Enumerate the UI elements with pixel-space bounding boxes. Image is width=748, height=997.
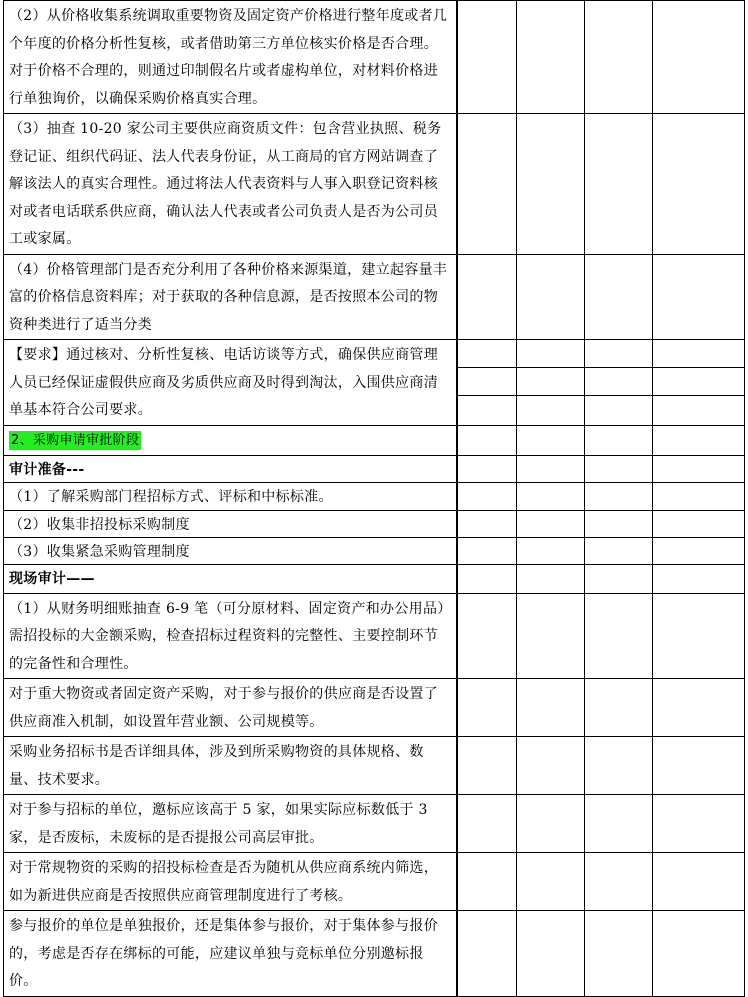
blank-cell <box>457 737 517 795</box>
blank-cell <box>653 593 745 679</box>
blank-cell <box>517 564 585 593</box>
blank-cell <box>585 564 653 593</box>
table-row <box>4 537 745 564</box>
table-row <box>4 737 745 795</box>
blank-cell <box>517 510 585 537</box>
blank-cell <box>585 537 653 564</box>
blank-cell <box>457 455 517 482</box>
blank-cell <box>517 911 585 997</box>
procedure-cell <box>4 254 457 340</box>
blank-cell <box>585 737 653 795</box>
procedure-cell <box>4 537 457 564</box>
procedure-cell <box>4 737 457 795</box>
procedure-cell <box>4 1 457 114</box>
procedure-cell <box>4 593 457 679</box>
blank-cell <box>517 1 585 114</box>
section-heading: 2、采购申请审批阶段 <box>11 432 140 448</box>
blank-cell <box>585 679 653 737</box>
table-row <box>4 911 745 997</box>
procedure-text: （3）抽查 10-20 家公司主要供应商资质文件：包含营业执照、税务登记证、组织代码证、法人代表身份证，从工商局的官方网站调查了解该法人的真实合理性。通过将法人代表资料与人事入职登记资料核对或者电话联系供应商，确认法人代表或者公司负责人是否为公司员工或家属。 <box>9 121 442 247</box>
subheading: 审计准备--- <box>9 461 85 478</box>
blank-cell <box>653 482 745 510</box>
blank-cell <box>653 795 745 853</box>
procedure-text: 对于重大物资或者固定资产采购，对于参与报价的供应商是否设置了供应商准入机制，如设置年营业额、公司规模等。 <box>9 686 438 730</box>
blank-cell <box>585 425 653 455</box>
blank-cell <box>517 537 585 564</box>
procedure-cell <box>4 911 457 997</box>
blank-cell <box>653 1 745 114</box>
table-row <box>4 425 745 455</box>
blank-cell <box>653 340 745 426</box>
blank-cell <box>653 114 745 255</box>
procedure-text: （4）价格管理部门是否充分利用了各种价格来源渠道，建立起容量丰富的价格信息资料库；对于获取的各种信息源，是否按照本公司的物资种类进行了适当分类 <box>9 261 448 333</box>
subheading-cell <box>4 455 457 482</box>
procedure-text: 对于常规物资的采购的招投标检查是否为随机从供应商系统内筛选，如为新进供应商是否按照供应商管理制度进行了考核。 <box>9 860 438 904</box>
procedure-text: 对于参与招标的单位，邀标应该高于 5 家，如果实际应标数低于 3 家，是否废标，未废标的是否提报公司高层审批。 <box>9 802 428 846</box>
table-row <box>4 593 745 679</box>
blank-cell <box>585 853 653 911</box>
blank-cell <box>517 737 585 795</box>
section-heading-cell <box>4 425 457 455</box>
blank-cell <box>585 455 653 482</box>
blank-cell <box>585 1 653 114</box>
table-row <box>4 564 745 593</box>
blank-cell <box>585 254 653 340</box>
procedure-cell <box>4 114 457 255</box>
procedure-cell <box>4 795 457 853</box>
blank-cell <box>517 340 585 426</box>
blank-cell <box>585 114 653 255</box>
blank-cell <box>457 593 517 679</box>
table-row <box>4 254 745 340</box>
blank-cell <box>585 911 653 997</box>
blank-cell <box>457 425 517 455</box>
blank-cell <box>517 679 585 737</box>
blank-cell <box>457 482 517 510</box>
table-row <box>4 482 745 510</box>
blank-cell <box>517 795 585 853</box>
blank-cell <box>653 537 745 564</box>
subheading: 现场审计—— <box>9 570 95 587</box>
procedure-text: （2）收集非招投标采购制度 <box>9 516 190 533</box>
requirement-text: 【要求】通过核对、分析性复核、电话访谈等方式，确保供应商管理人员已经保证虚假供应商及劣质供应商及时得到淘汰，入围供应商清单基本符合公司要求。 <box>9 347 438 418</box>
blank-cell <box>585 593 653 679</box>
procedure-text: （1）了解采购部门程招标方式、评标和中标标准。 <box>9 488 333 505</box>
blank-cell <box>457 564 517 593</box>
blank-cell <box>457 795 517 853</box>
requirement-cell <box>4 340 457 426</box>
blank-cell <box>457 911 517 997</box>
blank-cell <box>457 254 517 340</box>
blank-cell <box>653 254 745 340</box>
procedure-cell <box>4 482 457 510</box>
blank-cell <box>585 340 653 426</box>
table-row <box>4 1 745 114</box>
blank-cell <box>457 114 517 255</box>
blank-cell <box>517 114 585 255</box>
blank-cell <box>653 510 745 537</box>
blank-cell <box>457 1 517 114</box>
procedure-cell <box>4 510 457 537</box>
blank-cell <box>653 737 745 795</box>
table-row <box>4 679 745 737</box>
procedure-text: 参与报价的单位是单独报价，还是集体参与报价，对于集体参与报价的，考虑是否存在绑标的可能，应建议单独与竞标单位分别邀标报价。 <box>9 918 438 989</box>
table-row <box>4 455 745 482</box>
blank-cell <box>517 254 585 340</box>
audit-procedure-table <box>3 0 745 997</box>
blank-cell <box>457 340 517 426</box>
blank-cell <box>457 510 517 537</box>
table-row <box>4 853 745 911</box>
blank-cell <box>457 537 517 564</box>
blank-cell <box>653 911 745 997</box>
blank-cell <box>517 455 585 482</box>
procedure-cell <box>4 853 457 911</box>
blank-cell <box>457 679 517 737</box>
blank-cell <box>517 482 585 510</box>
blank-cell <box>517 853 585 911</box>
table-row <box>4 795 745 853</box>
blank-cell <box>653 679 745 737</box>
blank-cell <box>585 510 653 537</box>
procedure-cell <box>4 679 457 737</box>
table-row <box>4 340 745 426</box>
blank-cell <box>653 455 745 482</box>
blank-cell <box>517 425 585 455</box>
blank-cell <box>653 853 745 911</box>
table-row <box>4 114 745 255</box>
blank-cell <box>457 853 517 911</box>
subheading-cell <box>4 564 457 593</box>
blank-cell <box>653 564 745 593</box>
procedure-text: （2）从价格收集系统调取重要物资及固定资产价格进行整年度或者几个年度的价格分析性复核，或者借助第三方单位核实价格是否合理。对于价格不合理的，则通过印制假名片或者虚构单位，对材料价格进行单独询价，以确保采购价格真实合理。 <box>9 8 448 107</box>
table-row <box>4 510 745 537</box>
blank-cell <box>585 482 653 510</box>
procedure-text: 采购业务招标书是否详细具体，涉及到所采购物资的具体规格、数量、技术要求。 <box>9 744 424 788</box>
blank-cell <box>653 425 745 455</box>
blank-cell <box>517 593 585 679</box>
procedure-text: （1）从财务明细账抽查 6-9 笔（可分原材料、固定资产和办公用品）需招投标的大金额采购，检查招标过程资料的完整性、主要控制环节的完备性和合理性。 <box>9 600 445 672</box>
procedure-text: （3）收集紧急采购管理制度 <box>9 543 190 560</box>
blank-cell <box>585 795 653 853</box>
